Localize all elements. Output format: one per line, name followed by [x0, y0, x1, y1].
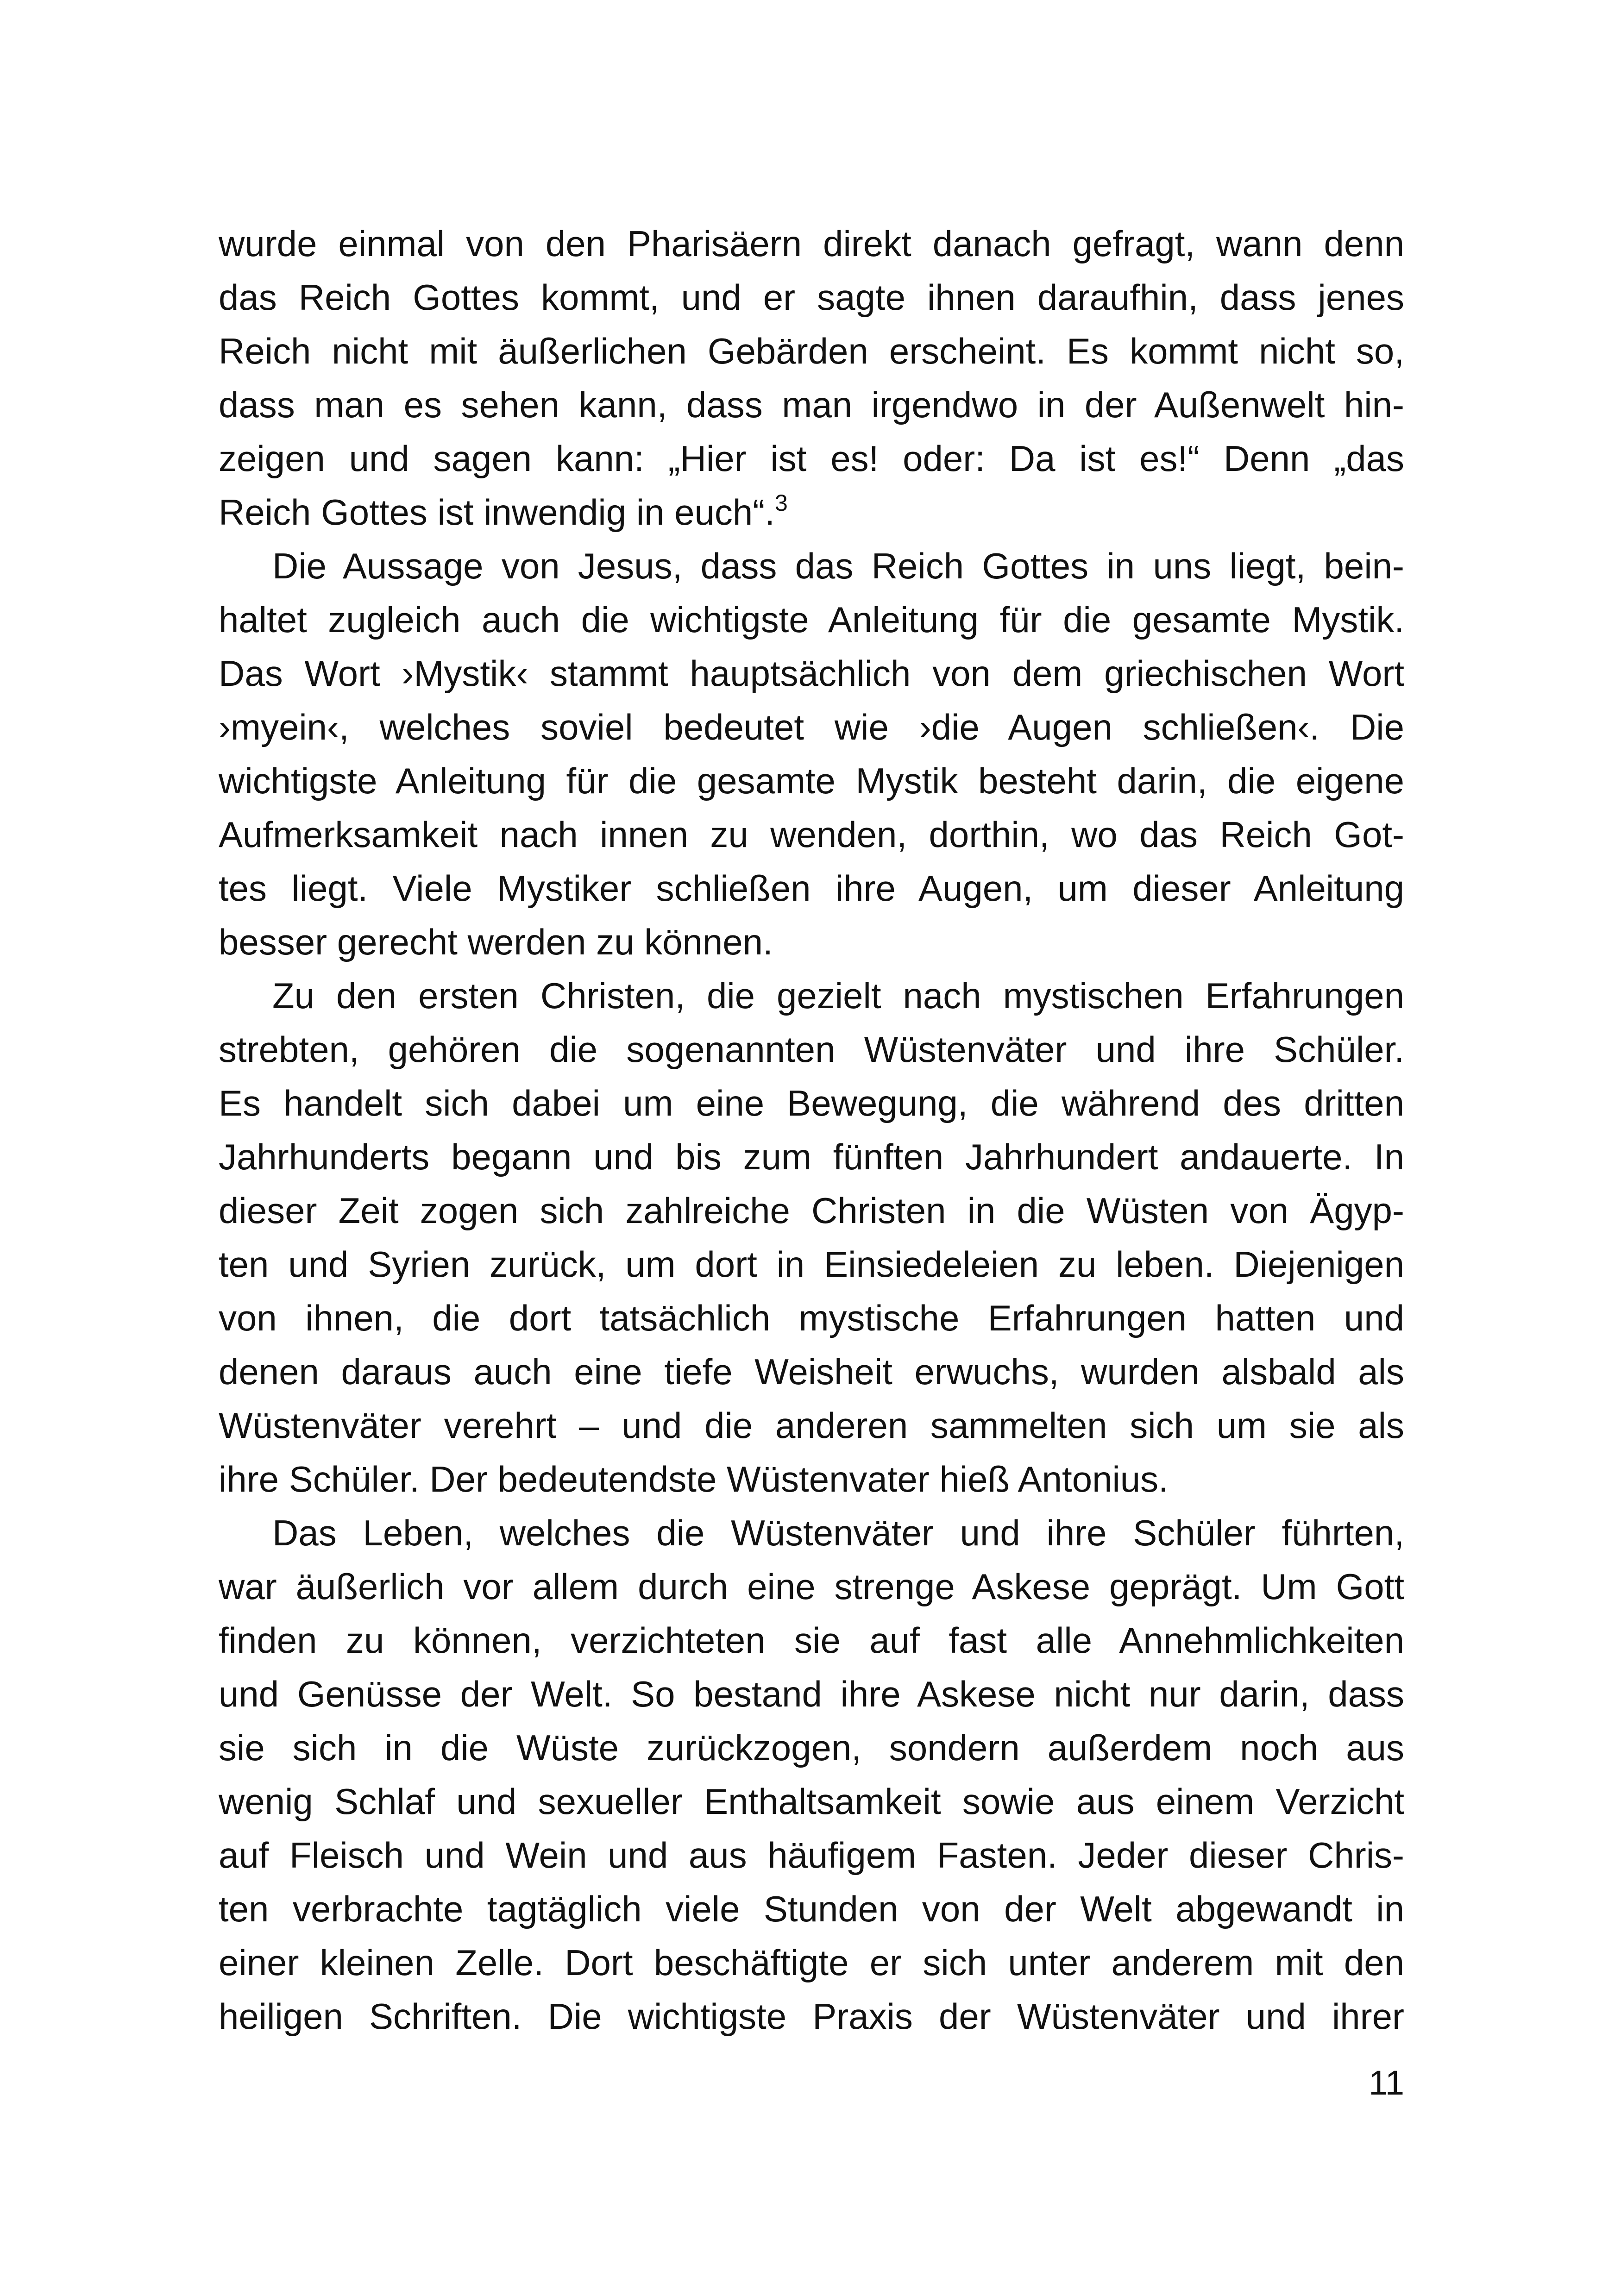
paragraph-2: [219, 539, 1404, 969]
text-line: einer kleinen Zelle. Dort beschäftigte er sich unter anderem mit den: [219, 1942, 1404, 1983]
text-line: Reich nicht mit äußerlichen Gebärden erscheint. Es kommt nicht so,: [219, 331, 1404, 371]
text-line: Jahrhunderts begann und bis zum fünften Jahrhundert andauerte. In: [219, 1136, 1404, 1177]
text-line: denen daraus auch eine tiefe Weisheit erwuchs, wurden alsbald als: [219, 1351, 1404, 1392]
text-line: finden zu können, verzichteten sie auf fast alle Annehmlichkeiten: [219, 1620, 1404, 1661]
text-line: von ihnen, die dort tatsächlich mystische Erfahrungen hatten und: [219, 1298, 1404, 1338]
text-line: ihre Schüler. Der bedeutendste Wüstenvater hieß Antonius.: [219, 1459, 1169, 1499]
text-line: Das Wort ›Mystik‹ stammt hauptsächlich von dem griechischen Wort: [219, 653, 1404, 694]
text-line: [219, 485, 1404, 539]
text-line: tes liegt. Viele Mystiker schließen ihre Augen, um dieser Anleitung: [219, 868, 1404, 909]
text-line: auf Fleisch und Wein und aus häufigem Fasten. Jeder dieser Chris-: [219, 1835, 1404, 1876]
paragraph-1: [219, 217, 1404, 539]
text-line: haltet zugleich auch die wichtigste Anleitung für die gesamte Mystik.: [219, 599, 1404, 640]
text-line: wurde einmal von den Pharisäern direkt danach gefragt, wann denn: [219, 223, 1404, 264]
text-line: sie sich in die Wüste zurückzogen, sondern außerdem noch aus: [219, 1727, 1404, 1768]
text-line: ›myein‹, welches soviel bedeutet wie ›die Augen schließen‹. Die: [219, 707, 1404, 747]
text-line: Das Leben, welches die Wüstenväter und ihre Schüler führten,: [272, 1512, 1404, 1553]
text-line-content: Reich Gottes ist inwendig in euch“.: [219, 492, 775, 533]
page-number: 11: [1369, 2064, 1404, 2102]
text-line: zeigen und sagen kann: „Hier ist es! oder: Da ist es!“ Denn „das: [219, 438, 1404, 479]
text-line: Wüstenväter verehrt – und die anderen sammelten sich um sie als: [219, 1405, 1404, 1446]
paragraph-4: [219, 1506, 1404, 2043]
text-line: dass man es sehen kann, dass man irgendwo in der Außenwelt hin-: [219, 384, 1404, 425]
text-line: strebten, gehören die sogenannten Wüstenväter und ihre Schüler.: [219, 1029, 1404, 1070]
text-line: und Genüsse der Welt. So bestand ihre Askese nicht nur darin, dass: [219, 1674, 1404, 1714]
body-text: [219, 217, 1404, 2043]
text-line: wenig Schlaf und sexueller Enthaltsamkeit sowie aus einem Verzicht: [219, 1781, 1404, 1822]
text-line: dieser Zeit zogen sich zahlreiche Christen in die Wüsten von Ägyp-: [219, 1190, 1404, 1231]
text-line: besser gerecht werden zu können.: [219, 922, 773, 962]
text-line: ten verbrachte tagtäglich viele Stunden von der Welt abgewandt in: [219, 1888, 1404, 1929]
text-line: Es handelt sich dabei um eine Bewegung, die während des dritten: [219, 1083, 1404, 1123]
text-line: wichtigste Anleitung für die gesamte Mystik besteht darin, die eigene: [219, 760, 1404, 801]
text-line: Aufmerksamkeit nach innen zu wenden, dorthin, wo das Reich Got-: [219, 814, 1404, 855]
paragraph-3: [219, 969, 1404, 1506]
text-line: das Reich Gottes kommt, und er sagte ihnen daraufhin, dass jenes: [219, 277, 1404, 318]
text-line: war äußerlich vor allem durch eine strenge Askese geprägt. Um Gott: [219, 1566, 1404, 1607]
text-line: heiligen Schriften. Die wichtigste Praxis der Wüstenväter und ihrer: [219, 1996, 1404, 2037]
text-line: ten und Syrien zurück, um dort in Einsiedeleien zu leben. Diejenigen: [219, 1244, 1404, 1285]
text-line: Die Aussage von Jesus, dass das Reich Gottes in uns liegt, bein-: [272, 546, 1404, 586]
footnote-marker[interactable]: 3: [774, 490, 788, 516]
text-line: Zu den ersten Christen, die gezielt nach mystischen Erfahrungen: [272, 975, 1404, 1016]
